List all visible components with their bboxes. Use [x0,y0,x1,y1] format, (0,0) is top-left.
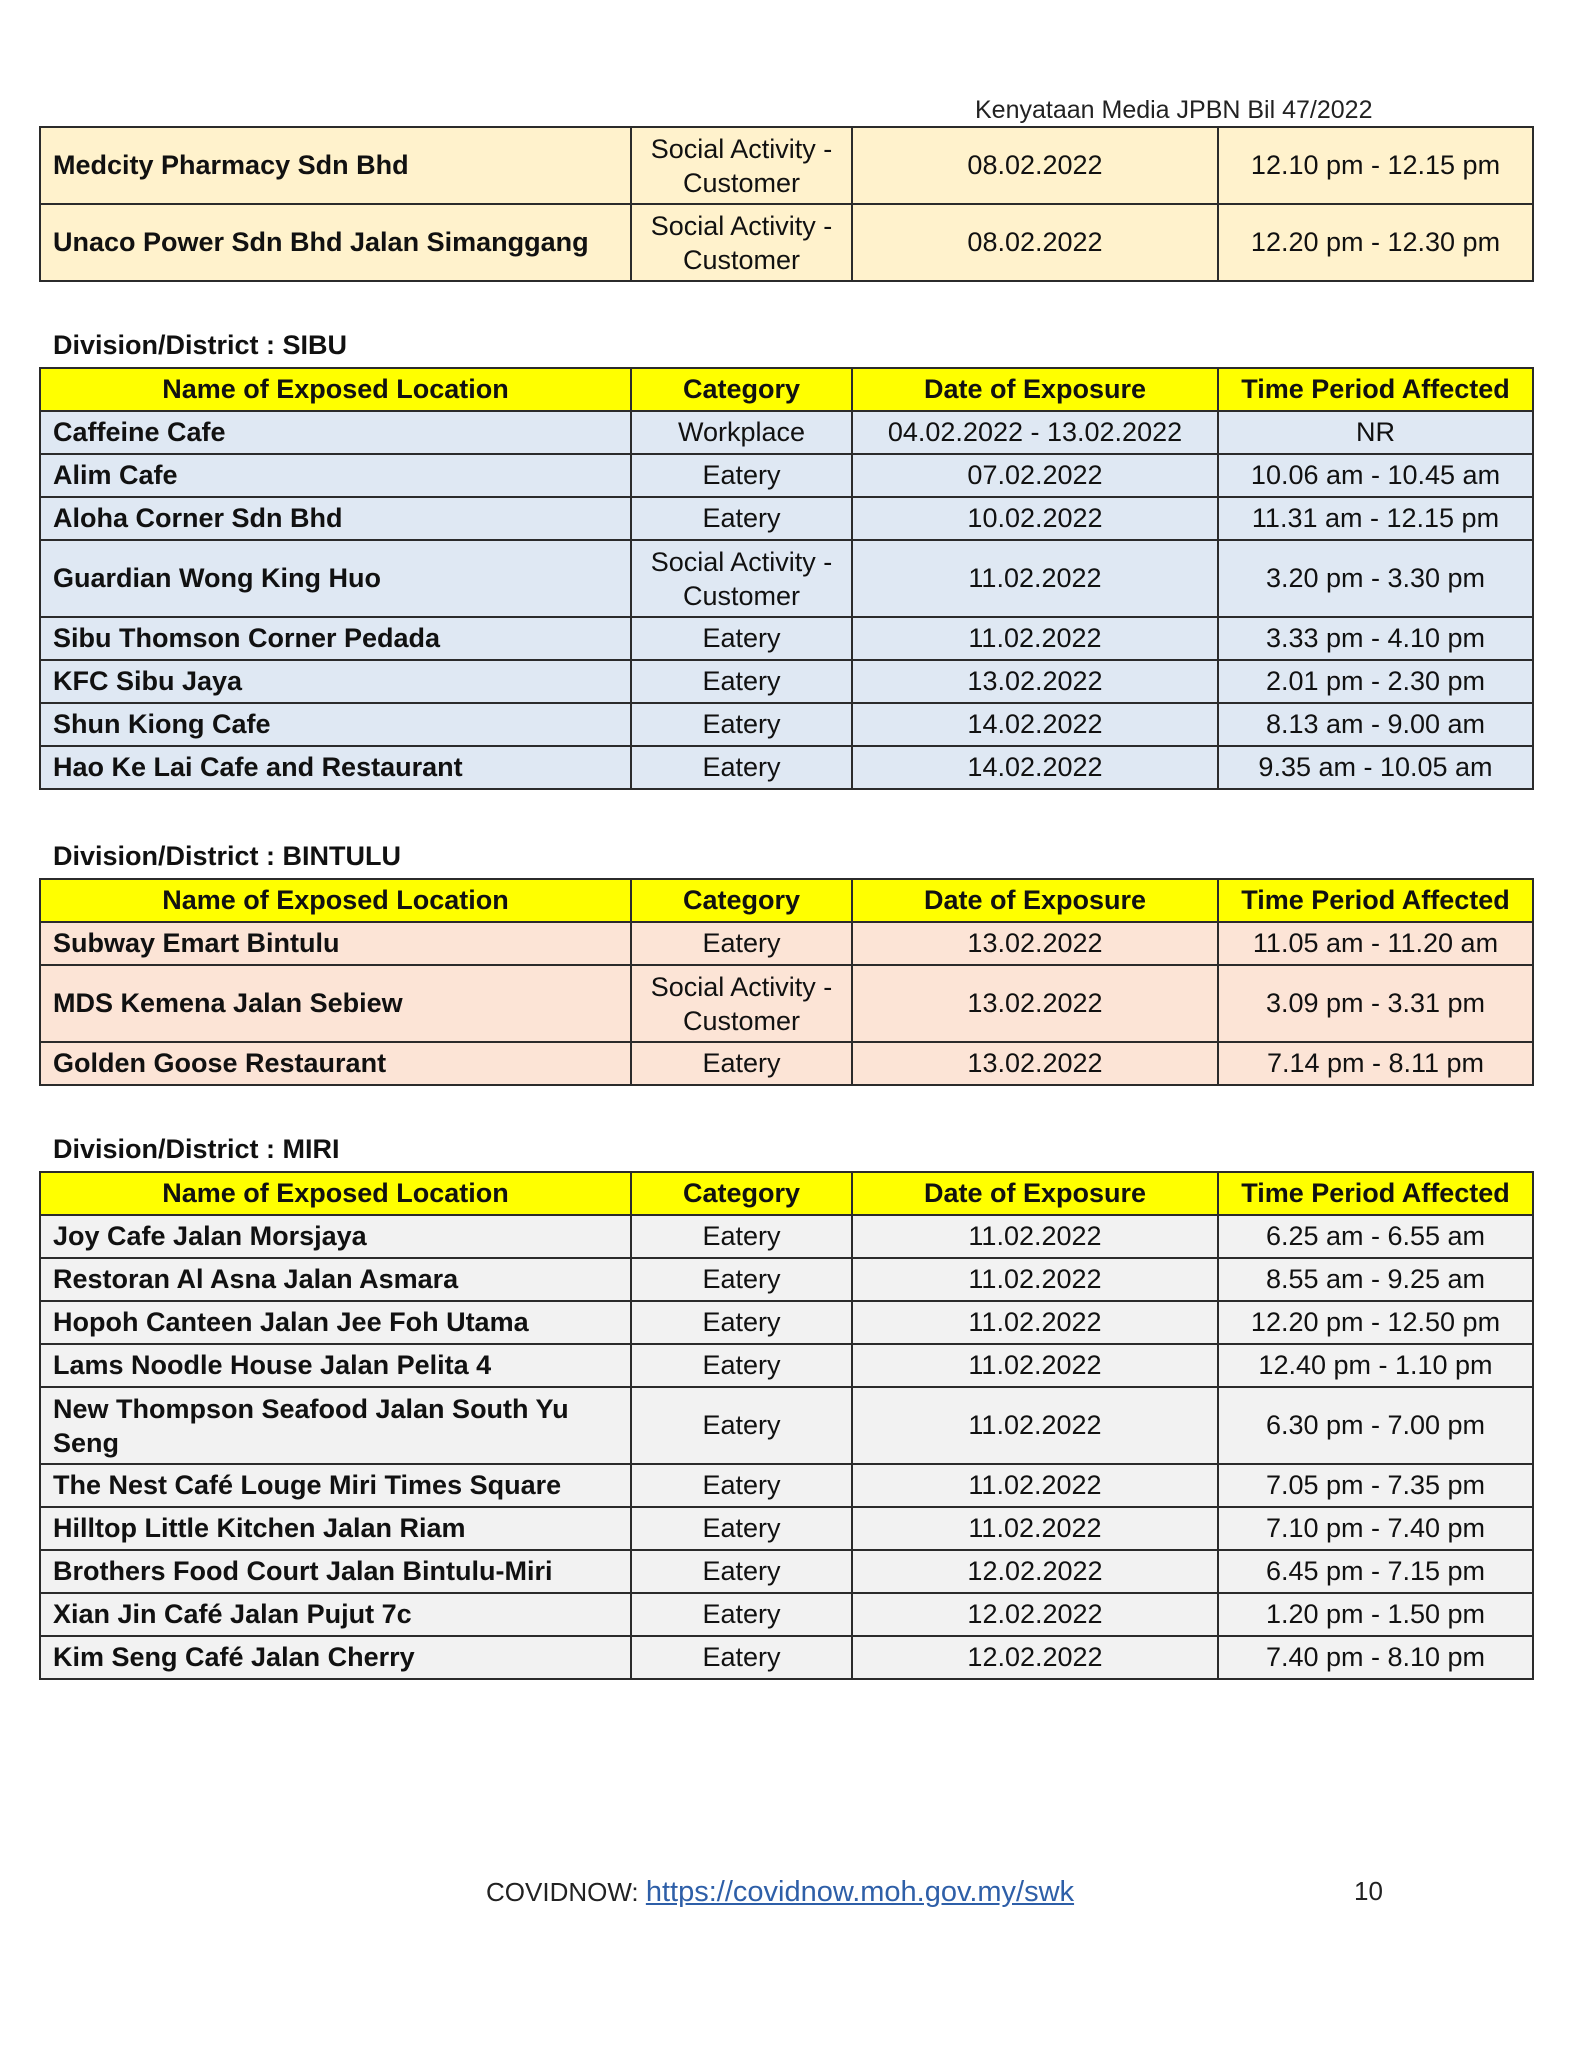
location-name-cell: Kim Seng Café Jalan Cherry [40,1636,631,1679]
time-cell: 6.45 pm - 7.15 pm [1218,1550,1533,1593]
category-cell: Social Activity - Customer [631,540,852,617]
time-cell: 3.09 pm - 3.31 pm [1218,965,1533,1042]
page-number: 10 [1354,1876,1383,1906]
category-cell: Eatery [631,922,852,965]
col-header-date: Date of Exposure [852,1172,1218,1215]
col-header-date: Date of Exposure [852,368,1218,411]
location-name-cell: The Nest Café Louge Miri Times Square [40,1464,631,1507]
time-cell: 12.10 pm - 12.15 pm [1218,127,1533,204]
table-row [40,454,1533,497]
location-name-cell: Brothers Food Court Jalan Bintulu-Miri [40,1550,631,1593]
location-name-cell: Hopoh Canteen Jalan Jee Foh Utama [40,1301,631,1344]
time-cell: 7.05 pm - 7.35 pm [1218,1464,1533,1507]
time-cell: 7.10 pm - 7.40 pm [1218,1507,1533,1550]
col-header-time: Time Period Affected [1218,368,1533,411]
covidnow-link[interactable]: https://covidnow.moh.gov.my/swk [645,1876,1075,1908]
date-cell: 14.02.2022 [852,703,1218,746]
table-row [40,746,1533,789]
time-cell: 11.31 am - 12.15 pm [1218,497,1533,540]
miri-table [39,1171,1534,1680]
col-header-date: Date of Exposure [852,879,1218,922]
document-header: Kenyataan Media JPBN Bil 47/2022 [975,96,1373,124]
category-cell: Social Activity - Customer [631,127,852,204]
time-cell: 9.35 am - 10.05 am [1218,746,1533,789]
category-cell: Eatery [631,1464,852,1507]
location-name-cell: Caffeine Cafe [40,411,631,454]
col-header-name: Name of Exposed Location [40,1172,631,1215]
location-name-cell: Shun Kiong Cafe [40,703,631,746]
table-row [40,965,1533,1042]
date-cell: 10.02.2022 [852,497,1218,540]
location-name-cell: Aloha Corner Sdn Bhd [40,497,631,540]
time-cell: 6.30 pm - 7.00 pm [1218,1387,1533,1464]
sibu-table [39,367,1534,790]
col-header-name: Name of Exposed Location [40,368,631,411]
location-name-cell: Joy Cafe Jalan Morsjaya [40,1215,631,1258]
table-row [40,617,1533,660]
category-cell: Eatery [631,1507,852,1550]
category-cell: Eatery [631,617,852,660]
category-cell: Eatery [631,1215,852,1258]
time-cell: 7.14 pm - 8.11 pm [1218,1042,1533,1085]
table-row [40,204,1533,281]
continued-table [39,126,1534,282]
date-cell: 08.02.2022 [852,204,1218,281]
location-name-cell: KFC Sibu Jaya [40,660,631,703]
date-cell: 12.02.2022 [852,1636,1218,1679]
location-name-cell: Xian Jin Café Jalan Pujut 7c [40,1593,631,1636]
time-cell: 1.20 pm - 1.50 pm [1218,1593,1533,1636]
date-cell: 11.02.2022 [852,540,1218,617]
table-row [40,1387,1533,1464]
time-cell: 12.40 pm - 1.10 pm [1218,1344,1533,1387]
category-cell: Social Activity - Customer [631,965,852,1042]
table-row [40,1344,1533,1387]
date-cell: 13.02.2022 [852,1042,1218,1085]
date-cell: 11.02.2022 [852,1387,1218,1464]
table-row [40,660,1533,703]
category-cell: Eatery [631,703,852,746]
time-cell: 2.01 pm - 2.30 pm [1218,660,1533,703]
category-cell: Eatery [631,1258,852,1301]
col-header-time: Time Period Affected [1218,1172,1533,1215]
table-row [40,497,1533,540]
date-cell: 13.02.2022 [852,660,1218,703]
location-name-cell: Guardian Wong King Huo [40,540,631,617]
category-cell: Eatery [631,1387,852,1464]
table-row [40,1593,1533,1636]
col-header-category: Category [631,368,852,411]
table-row [40,411,1533,454]
table-row [40,1464,1533,1507]
table-row [40,1550,1533,1593]
table-row [40,703,1533,746]
date-cell: 11.02.2022 [852,617,1218,660]
location-name-cell: Alim Cafe [40,454,631,497]
category-cell: Eatery [631,660,852,703]
col-header-name: Name of Exposed Location [40,879,631,922]
table-row [40,1301,1533,1344]
date-cell: 12.02.2022 [852,1593,1218,1636]
time-cell: NR [1218,411,1533,454]
time-cell: 3.20 pm - 3.30 pm [1218,540,1533,617]
location-name-cell: Unaco Power Sdn Bhd Jalan Simanggang [40,204,631,281]
table-row [40,540,1533,617]
location-name-cell: Golden Goose Restaurant [40,1042,631,1085]
date-cell: 11.02.2022 [852,1301,1218,1344]
category-cell: Eatery [631,1636,852,1679]
category-cell: Eatery [631,1301,852,1344]
location-name-cell: New Thompson Seafood Jalan South Yu Seng [40,1387,631,1464]
section-title-sibu: Division/District : SIBU [53,330,348,360]
date-cell: 11.02.2022 [852,1507,1218,1550]
time-cell: 6.25 am - 6.55 am [1218,1215,1533,1258]
location-name-cell: Medcity Pharmacy Sdn Bhd [40,127,631,204]
date-cell: 12.02.2022 [852,1550,1218,1593]
col-header-category: Category [631,1172,852,1215]
col-header-category: Category [631,879,852,922]
category-cell: Social Activity - Customer [631,204,852,281]
date-cell: 04.02.2022 - 13.02.2022 [852,411,1218,454]
category-cell: Eatery [631,497,852,540]
section-title-miri: Division/District : MIRI [53,1134,340,1164]
time-cell: 11.05 am - 11.20 am [1218,922,1533,965]
time-cell: 12.20 pm - 12.50 pm [1218,1301,1533,1344]
date-cell: 11.02.2022 [852,1344,1218,1387]
category-cell: Eatery [631,1550,852,1593]
date-cell: 14.02.2022 [852,746,1218,789]
date-cell: 11.02.2022 [852,1258,1218,1301]
category-cell: Eatery [631,1042,852,1085]
table-row [40,1258,1533,1301]
location-name-cell: Lams Noodle House Jalan Pelita 4 [40,1344,631,1387]
date-cell: 07.02.2022 [852,454,1218,497]
location-name-cell: Sibu Thomson Corner Pedada [40,617,631,660]
bintulu-table [39,878,1534,1086]
time-cell: 8.55 am - 9.25 am [1218,1258,1533,1301]
category-cell: Eatery [631,454,852,497]
table-row [40,127,1533,204]
table-header-row [40,368,1533,411]
location-name-cell: Restoran Al Asna Jalan Asmara [40,1258,631,1301]
location-name-cell: MDS Kemena Jalan Sebiew [40,965,631,1042]
location-name-cell: Hao Ke Lai Cafe and Restaurant [40,746,631,789]
time-cell: 12.20 pm - 12.30 pm [1218,204,1533,281]
location-name-cell: Hilltop Little Kitchen Jalan Riam [40,1507,631,1550]
col-header-time: Time Period Affected [1218,879,1533,922]
table-header-row [40,1172,1533,1215]
table-row [40,1507,1533,1550]
date-cell: 13.02.2022 [852,965,1218,1042]
date-cell: 13.02.2022 [852,922,1218,965]
table-row [40,1636,1533,1679]
time-cell: 7.40 pm - 8.10 pm [1218,1636,1533,1679]
time-cell: 8.13 am - 9.00 am [1218,703,1533,746]
time-cell: 3.33 pm - 4.10 pm [1218,617,1533,660]
category-cell: Eatery [631,1344,852,1387]
table-row [40,1042,1533,1085]
table-header-row [40,879,1533,922]
date-cell: 11.02.2022 [852,1464,1218,1507]
category-cell: Eatery [631,1593,852,1636]
time-cell: 10.06 am - 10.45 am [1218,454,1533,497]
footer-label: COVIDNOW: [486,1877,646,1907]
footer [486,1876,1074,1909]
section-title-bintulu: Division/District : BINTULU [53,841,402,871]
date-cell: 08.02.2022 [852,127,1218,204]
location-name-cell: Subway Emart Bintulu [40,922,631,965]
date-cell: 11.02.2022 [852,1215,1218,1258]
category-cell: Eatery [631,746,852,789]
table-row [40,1215,1533,1258]
table-row [40,922,1533,965]
category-cell: Workplace [631,411,852,454]
